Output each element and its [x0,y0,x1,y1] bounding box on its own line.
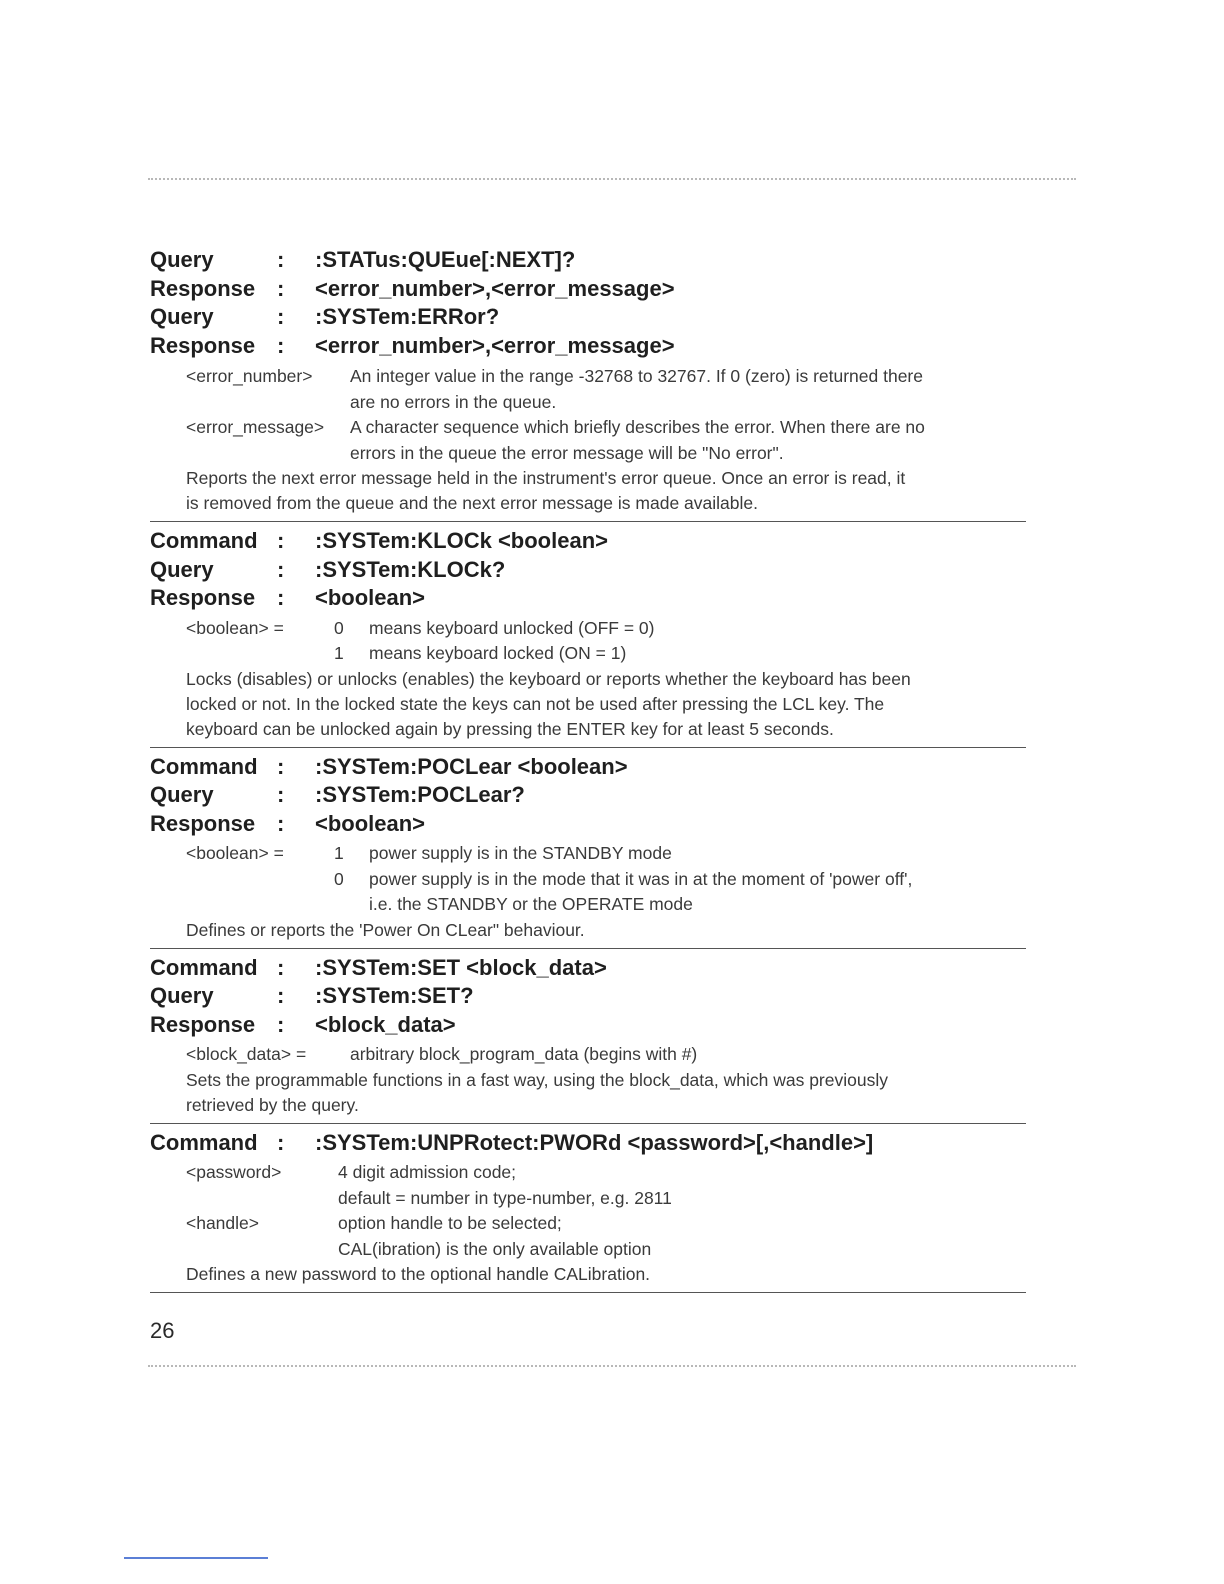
section-divider [150,747,1026,748]
param-definition: <password> 4 digit admission code; [186,1162,517,1182]
boolean-value-row: 0 power supply is in the mode that it was in at the moment of 'power off', [334,868,913,889]
description: Defines or reports the 'Power On CLear" behaviour. [186,919,585,940]
section-status-queue: Query : :STATus:QUEue[:NEXT]? Response : <error_number>,<error_message> Query : :SYSTem:ERRor? Response : <error_number>,<error_message> <error_number> An integer value in the range -32768 to 32767. If 0 (zero) is returned there are no errors in the queue. <error_message> A character sequence which briefly describes the error. When there are no errors in the queue the error message will be "No error". Reports the next error message held in the instrument's error queue. Once an error is read, it is removed from the queue and the next error message is made available. [150,247,1026,516]
query-command: :SYSTem:KLOCk? [315,556,506,582]
command-syntax: :SYSTem:UNPRotect:PWORd <password>[,<handle>] [315,1129,874,1155]
command-line: Command : :SYSTem:UNPRotect:PWORd <password>[,<handle>] [150,1129,874,1155]
section-set [150,955,1026,1118]
section-divider [150,521,1026,522]
response-value: <boolean> [315,810,426,836]
query-line: Query : :SYSTem:POCLear? [150,782,525,807]
command-syntax: :SYSTem:POCLear <boolean> [315,753,628,779]
top-dotted-rule [148,178,1076,180]
query-command: :SYSTem:ERRor? [315,304,500,329]
description: Reports the next error message held in the instrument's error queue. Once an error is read, it [186,468,906,488]
bottom-accent-line [124,1557,268,1559]
query-command: :STATus:QUEue[:NEXT]? [315,247,576,272]
response-value: <block_data> [315,1011,456,1037]
description: Locks (disables) or unlocks (enables) the keyboard or reports whether the keyboard has been [186,668,911,689]
response-line: Response : <error_number>,<error_message> [150,275,675,301]
response-line: Response : <error_number>,<error_message> [150,332,675,358]
description: is removed from the queue and the next error message is made available. [186,493,758,513]
section-divider [150,1292,1026,1293]
command-syntax: :SYSTem:KLOCk <boolean> [315,528,608,553]
section-pword: Command : :SYSTem:UNPRotect:PWORd <password>[,<handle>] <password> 4 digit admission code; default = number in type-number, e.g. 2811 <handle> option handle to be selected; CAL(ibration) is the only available option Defines a new password to the optional handle CALibration. [150,1130,1026,1288]
response-line: Response : <boolean> [150,810,426,836]
command-line: Command : :SYSTem:KLOCk <boolean> [150,528,608,553]
param-definition: <block_data> = arbitrary block_program_data (begins with #) [186,1044,698,1064]
description: keyboard can be unlocked again by pressing the ENTER key for at least 5 seconds. [186,718,834,739]
boolean-value-row: <boolean> = 1 power supply is in the STANDBY mode [186,843,672,863]
response-value: <boolean> [315,585,426,610]
boolean-value-row: 1 means keyboard locked (ON = 1) [334,643,627,663]
description: Sets the programmable functions in a fast way, using the block_data, which was previously [186,1069,888,1090]
bottom-dotted-rule [148,1365,1076,1367]
description: retrieved by the query. [186,1094,359,1115]
command-syntax: :SYSTem:SET <block_data> [315,954,607,980]
section-klock [150,528,1026,742]
query-command: :SYSTem:POCLear? [315,782,525,807]
section-divider [150,1123,1026,1124]
query-command: :SYSTem:SET? [315,983,474,1008]
section-poclear: Command : :SYSTem:POCLear <boolean> Query : :SYSTem:POCLear? Response : <boolean> <boolean> = 1 power supply is in the STANDBY mode 0 power supply is in the mode that it was in at the moment of 'power off', i.e. the STANDBY or the OPERATE mode Defines or reports the 'Power On CLear" behaviour. [150,754,1026,943]
param-definition: <error_message> A character sequence which briefly describes the error. When there are no [186,417,925,437]
response-value: <error_number>,<error_message> [315,275,675,301]
response-line: Response : <block_data> [150,1011,456,1037]
query-line: Query : :STATus:QUEue[:NEXT]? [150,247,576,272]
param-definition: <error_number> An integer value in the range -32768 to 32767. If 0 (zero) is returned there [186,366,923,386]
description: locked or not. In the locked state the keys can not be used after pressing the LCL key. The [186,693,885,714]
query-line: Query : :SYSTem:SET? [150,983,474,1008]
query-line: Query : :SYSTem:ERRor? [150,304,500,329]
document-body [150,247,1026,1299]
response-value: <error_number>,<error_message> [315,332,675,358]
page-number: 26 [150,1318,175,1343]
param-definition: <handle> option handle to be selected; [186,1213,562,1233]
response-line: Response : <boolean> [150,585,426,610]
command-line: Command : :SYSTem:SET <block_data> [150,954,607,980]
query-line: Query : :SYSTem:KLOCk? [150,556,506,582]
command-line: Command : :SYSTem:POCLear <boolean> [150,753,628,779]
description: Defines a new password to the optional handle CALibration. [186,1264,651,1284]
section-divider [150,948,1026,949]
boolean-value-row: <boolean> = 0 means keyboard unlocked (OFF = 0) [186,617,655,638]
